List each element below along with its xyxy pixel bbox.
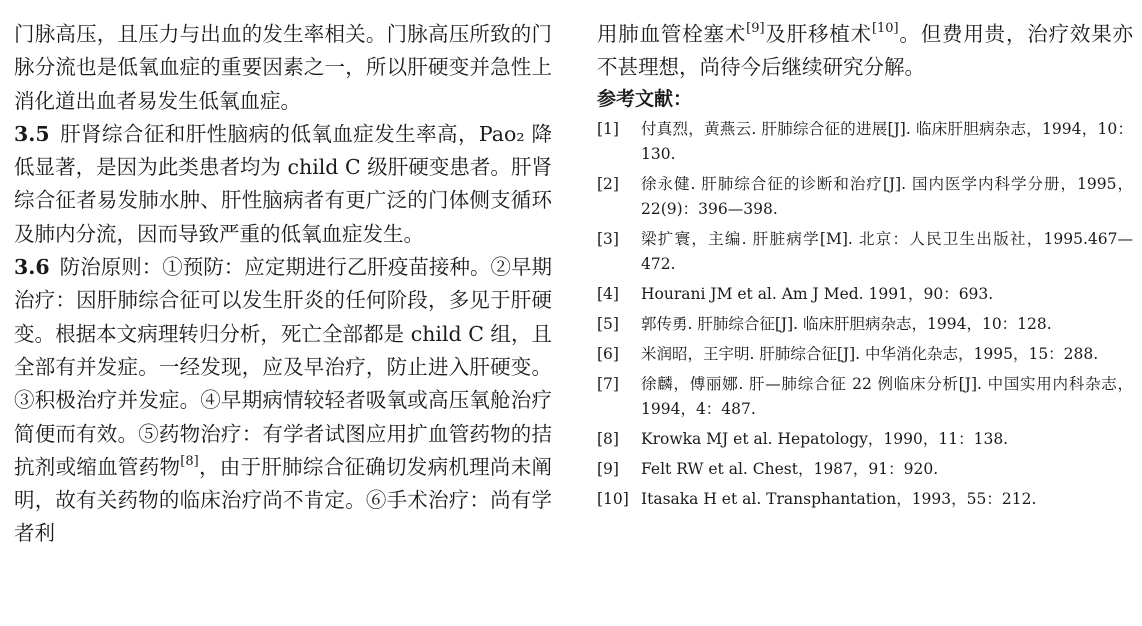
reference-number: [3]: [597, 229, 619, 248]
reference-text: 梁扩寰，主编. 肝脏病学[M]. 北京：人民卫生出版社，1995.467—472.: [641, 229, 1133, 273]
reference-item: [597, 457, 1133, 482]
reference-item: [597, 227, 1133, 277]
citation-10: [10]: [871, 20, 899, 36]
section-number: 3.6: [14, 255, 50, 280]
reference-number: [5]: [597, 314, 619, 333]
reference-item: [597, 172, 1133, 222]
reference-text: 付真烈，黄燕云. 肝肺综合征的进展[J]. 临床肝胆病杂志，1994，10：130.: [641, 119, 1133, 163]
paragraph-text: 用肺血管栓塞术: [597, 22, 747, 46]
reference-text: Itasaka H et al. Transphantation，1993，55：212.: [641, 489, 1037, 508]
section-text: 肝肾综合征和肝性脑病的低氧血症发生率高，Pao₂ 降低显著，是因为此类患者均为 child C 级肝硬变患者。肝肾综合征者易发肺水肿、肝性脑病者有更广泛的门体侧支循环及肺内分流，因而导致严重的低氧血症发生。: [14, 121, 552, 246]
reference-text: 徐麟，傅丽娜. 肝—肺综合征 22 例临床分析[J]. 中国实用内科杂志，1994，4：487.: [641, 374, 1133, 418]
reference-item: [597, 117, 1133, 167]
reference-item: [597, 372, 1133, 422]
reference-number: [10]: [597, 489, 629, 508]
reference-number: [6]: [597, 344, 619, 363]
right-column: [597, 18, 1133, 517]
reference-text: Felt RW et al. Chest，1987，91：920.: [641, 459, 939, 478]
citation-8: [8]: [180, 453, 199, 469]
reference-text: Krowka MJ et al. Hepatology，1990，11：138.: [641, 429, 1009, 448]
reference-number: [7]: [597, 374, 619, 393]
reference-number: [8]: [597, 429, 619, 448]
paragraph-text: 。但费用贵，治疗效果亦不甚理想，尚待今后继续研究分解。: [597, 22, 1134, 80]
reference-item: [597, 487, 1133, 512]
reference-item: [597, 342, 1133, 367]
section-text: 防治原则：①预防：应定期进行乙肝疫苗接种。②早期治疗：因肝肺综合征可以发生肝炎的任何阶段，多见于肝硬变。根据本文病理转归分析，死亡全部都是 child C 组，且全部有并发症。一经发现，应及早治疗，防止进入肝硬变。③积极治疗并发症。④早期病情较轻者吸氧或高压氧舱治疗简便而有效。⑤药物治疗：有学者试图应用扩血管药物的拮抗剂或缩血管药物: [14, 255, 552, 479]
intro-paragraph: 门脉高压，且压力与出血的发生率相关。门脉高压所致的门脉分流也是低氧血症的重要因素之一，所以肝硬变并急性上消化道出血者易发生低氧血症。: [14, 22, 552, 113]
reference-text: 徐永健. 肝肺综合征的诊断和治疗[J]. 国内医学内科学分册，1995，22(9)：396—398.: [641, 174, 1133, 218]
section-3-6: [14, 251, 552, 551]
section-number: 3.5: [14, 121, 50, 146]
reference-item: [597, 282, 1133, 307]
left-column: [14, 18, 552, 551]
reference-list: [597, 117, 1133, 512]
citation-9: [9]: [746, 20, 765, 36]
section-text-continued: ，由于肝肺综合征确切发病机理尚未阐明，故有关药物的临床治疗尚不肯定。⑥手术治疗：尚有学者利: [14, 454, 552, 546]
reference-number: [2]: [597, 174, 619, 193]
section-3-5: [14, 118, 552, 251]
reference-text: 郭传勇. 肝肺综合征[J]. 临床肝胆病杂志，1994，10：128.: [641, 314, 1052, 333]
references-heading: 参考文献：: [597, 87, 693, 110]
reference-item: [597, 427, 1133, 452]
paragraph-text: 及肝移植术: [764, 22, 872, 46]
reference-item: [597, 312, 1133, 337]
reference-number: [1]: [597, 119, 619, 138]
continued-paragraph: [597, 18, 1133, 85]
reference-number: [9]: [597, 459, 619, 478]
reference-text: 米润昭，王宇明. 肝肺综合征[J]. 中华消化杂志，1995，15：288.: [641, 344, 1099, 363]
reference-number: [4]: [597, 284, 619, 303]
reference-text: Hourani JM et al. Am J Med. 1991，90：693.: [641, 284, 994, 303]
